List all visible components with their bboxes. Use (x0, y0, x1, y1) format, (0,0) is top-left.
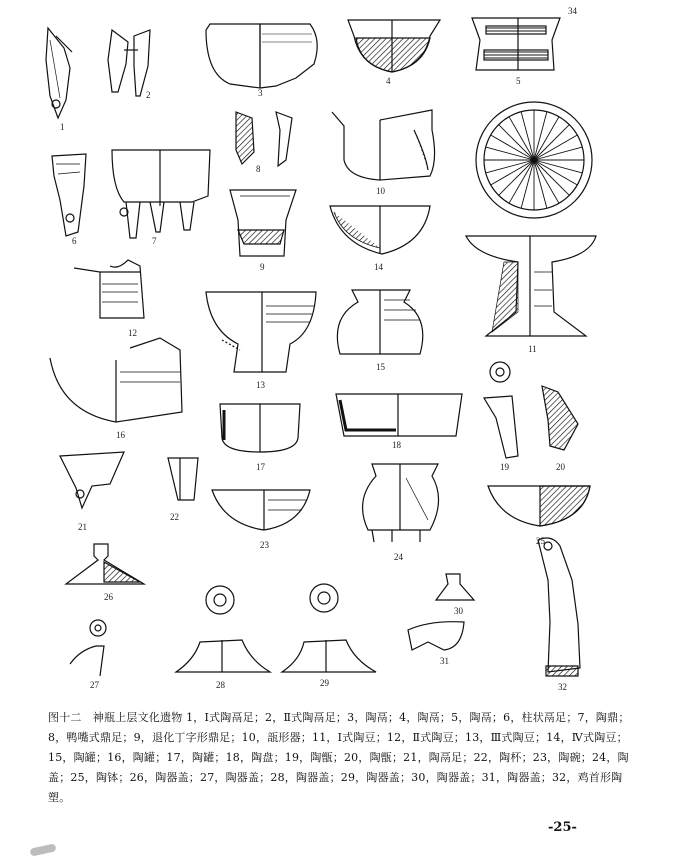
fig-num: 6 (72, 236, 77, 246)
artifact-6-drawing (52, 154, 86, 236)
artifact-9-drawing (230, 190, 296, 256)
fig-num: 32 (558, 682, 567, 692)
fig-num: 13 (256, 380, 265, 390)
artifact-28-drawing (176, 586, 270, 672)
wheel-spoke (534, 112, 547, 160)
wheel-spoke (521, 160, 534, 208)
artifact-10-drawing (332, 110, 435, 180)
artifact-25-drawing (488, 486, 590, 526)
artifact-14-drawing (330, 206, 430, 254)
artifact-11-drawing (466, 236, 596, 336)
wheel-spoke (534, 160, 547, 208)
fig-num: 7 (152, 236, 157, 246)
fig-num: 12 (128, 328, 137, 338)
fig-num: 3 (258, 88, 263, 98)
artifact-wheel-drawing (476, 102, 592, 218)
fig-num: 5 (516, 76, 521, 86)
fig-num: 31 (440, 656, 449, 666)
wheel-spoke (534, 147, 582, 160)
fig-num: 10 (376, 186, 385, 196)
fig-num: 29 (320, 678, 329, 688)
artifact-2-drawing (108, 30, 150, 96)
artifact-16-drawing (50, 338, 182, 422)
artifact-32-drawing (538, 538, 580, 676)
artifact-15-drawing (337, 290, 422, 354)
artifact-29-drawing (282, 584, 376, 672)
fig-num: 1 (60, 122, 65, 132)
fig-num: 4 (386, 76, 391, 86)
fig-num: 18 (392, 440, 401, 450)
artifact-3-drawing (206, 24, 317, 88)
fig-num: 17 (256, 462, 265, 472)
caption-label: 图十二 神瓶上层文化遗物 (48, 711, 183, 724)
fig-num: 24 (394, 552, 403, 562)
fig-num: 26 (104, 592, 113, 602)
artifact-27-drawing (70, 620, 106, 676)
fig-num: 2 (146, 90, 151, 100)
fig-num: 22 (170, 512, 179, 522)
wheel-spoke (486, 160, 534, 173)
wheel-spoke (521, 112, 534, 160)
fig-num: 8 (256, 164, 261, 174)
artifact-21-drawing (60, 452, 124, 508)
fig-num: 28 (216, 680, 225, 690)
fig-num: 23 (260, 540, 269, 550)
artifact-4-drawing (348, 20, 440, 72)
artifact-13-drawing (206, 292, 316, 372)
artifact-22-drawing (168, 458, 198, 500)
artifact-31-drawing (408, 622, 464, 650)
fig-num: 19 (500, 462, 509, 472)
caption-text: 1，Ⅰ式陶鬲足；2，Ⅱ式陶鬲足；3，陶鬲；4，陶鬲；5，陶鬲；6，柱状鬲足；7，陶鼎；8，鸭嘴式鼎足；9，退化丁字形鼎足；10，瓿形器；11，Ⅰ式陶豆；12，Ⅱ式陶豆；13，Ⅲ式陶豆；14，Ⅳ式陶豆；15，陶罐；16，陶罐；17，陶罐；18，陶盘；19，陶甑；20，陶甑；21，陶鬲足；22，陶杯；23，陶碗；24，陶盖；25，陶钵；26，陶器盖；27，陶器盖；28，陶器盖；29，陶器盖；30，陶器盖；31，陶器盖；32，鸡首形陶塑。 (48, 711, 630, 804)
artifact-26-drawing (66, 544, 144, 584)
artifact-1-drawing (46, 28, 72, 118)
scan-smudge (29, 843, 56, 856)
artifact-18-drawing (336, 394, 462, 436)
artifact-19-drawing (484, 362, 518, 458)
fig-num: 30 (454, 606, 463, 616)
fig-num: 16 (116, 430, 125, 440)
fig-num: 9 (260, 262, 265, 272)
artifact-24-drawing (363, 464, 439, 542)
fig-num: 27 (90, 680, 99, 690)
figure-numbers (60, 6, 578, 692)
wheel-spoke (486, 147, 534, 160)
artifact-23-drawing (212, 490, 310, 530)
artifact-7-drawing (112, 150, 210, 238)
artifact-8-drawing (236, 112, 292, 166)
fig-num: 25 (536, 536, 545, 546)
fig-num: 34 (568, 6, 577, 16)
fig-num: 21 (78, 522, 87, 532)
artifact-12-drawing (74, 260, 144, 318)
figure-caption (48, 708, 638, 808)
fig-num: 20 (556, 462, 565, 472)
fig-num: 15 (376, 362, 385, 372)
artifact-20-drawing (542, 386, 578, 450)
artifact-17-drawing (220, 404, 300, 452)
artifact-5-drawing (472, 18, 560, 70)
fig-num: 14 (374, 262, 383, 272)
artifact-30-drawing (436, 574, 474, 600)
wheel-spoke (534, 160, 582, 173)
page-number: -25- (548, 820, 577, 835)
fig-num: 11 (528, 344, 537, 354)
